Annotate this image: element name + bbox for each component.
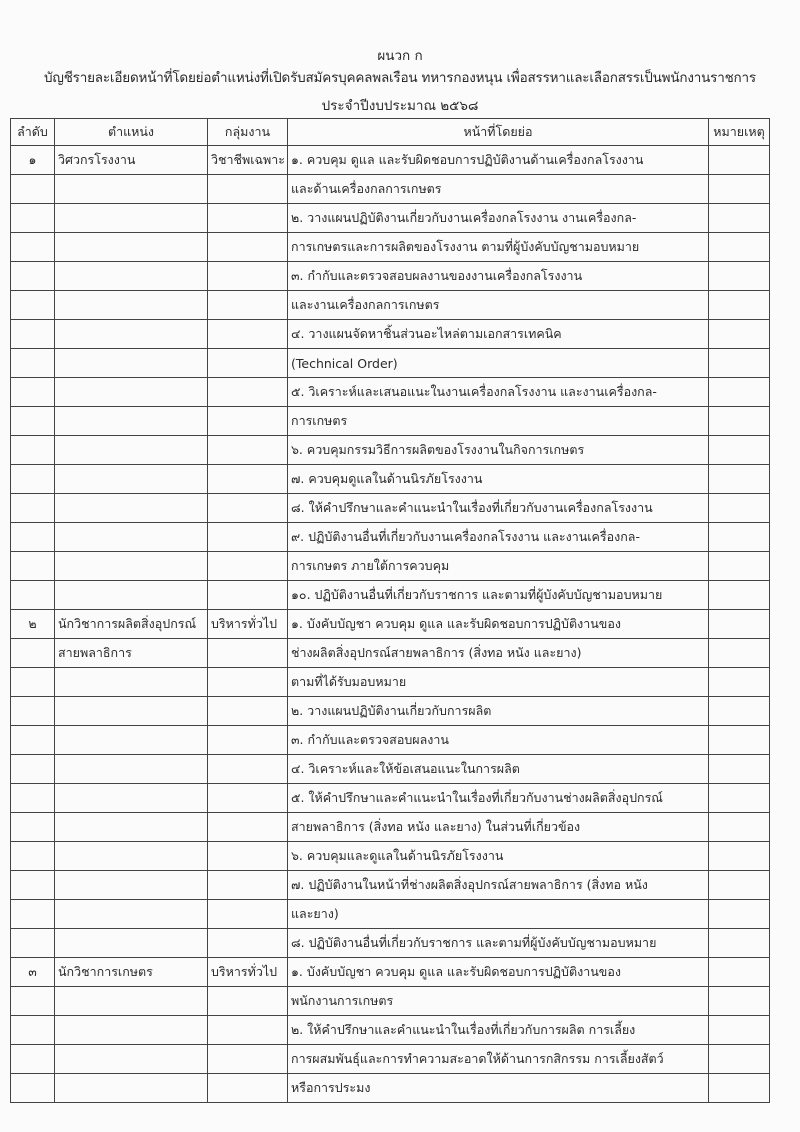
table-row bbox=[11, 900, 770, 929]
cell-position bbox=[55, 726, 208, 755]
cell-order bbox=[11, 523, 55, 552]
cell-position bbox=[55, 1074, 208, 1103]
cell-order bbox=[11, 465, 55, 494]
cell-remarks bbox=[709, 146, 770, 175]
cell-remarks bbox=[709, 581, 770, 610]
cell-duty: ๕. ให้คำปรึกษาและคำแนะนำในเรื่องที่เกี่ยวกับงานช่างผลิตสิ่งอุปกรณ์ bbox=[288, 784, 709, 813]
cell-remarks bbox=[709, 726, 770, 755]
table-row bbox=[11, 697, 770, 726]
cell-position bbox=[55, 407, 208, 436]
cell-work-group: บริหารทั่วไป bbox=[208, 610, 288, 639]
header-duties: หน้าที่โดยย่อ bbox=[288, 119, 709, 146]
table-row bbox=[11, 436, 770, 465]
cell-order bbox=[11, 581, 55, 610]
header-order: ลำดับ bbox=[11, 119, 55, 146]
cell-order bbox=[11, 929, 55, 958]
cell-position bbox=[55, 378, 208, 407]
cell-work-group bbox=[208, 204, 288, 233]
cell-order bbox=[11, 204, 55, 233]
cell-order bbox=[11, 552, 55, 581]
cell-position bbox=[55, 552, 208, 581]
table-row bbox=[11, 1074, 770, 1103]
cell-duty: ๑. บังคับบัญชา ควบคุม ดูแล และรับผิดชอบการปฏิบัติงานของ bbox=[288, 610, 709, 639]
cell-position bbox=[55, 1045, 208, 1074]
cell-work-group bbox=[208, 987, 288, 1016]
table-header-row bbox=[11, 119, 770, 146]
cell-work-group bbox=[208, 929, 288, 958]
cell-remarks bbox=[709, 291, 770, 320]
cell-remarks bbox=[709, 523, 770, 552]
table-row bbox=[11, 987, 770, 1016]
cell-position bbox=[55, 523, 208, 552]
cell-position bbox=[55, 987, 208, 1016]
cell-work-group bbox=[208, 784, 288, 813]
cell-remarks bbox=[709, 204, 770, 233]
cell-duty: และงานเครื่องกลการเกษตร bbox=[288, 291, 709, 320]
cell-duty: ๕. วิเคราะห์และเสนอแนะในงานเครื่องกลโรงงาน และงานเครื่องกล- bbox=[288, 378, 709, 407]
cell-remarks bbox=[709, 1016, 770, 1045]
header-work-group: กลุ่มงาน bbox=[208, 119, 288, 146]
cell-work-group bbox=[208, 291, 288, 320]
cell-work-group bbox=[208, 1074, 288, 1103]
table-row bbox=[11, 552, 770, 581]
cell-position bbox=[55, 349, 208, 378]
cell-remarks bbox=[709, 233, 770, 262]
table-row bbox=[11, 175, 770, 204]
header-remarks: หมายเหตุ bbox=[709, 119, 770, 146]
cell-work-group bbox=[208, 813, 288, 842]
cell-remarks bbox=[709, 320, 770, 349]
cell-position bbox=[55, 233, 208, 262]
cell-position: วิศวกรโรงงาน bbox=[55, 146, 208, 175]
cell-remarks bbox=[709, 842, 770, 871]
cell-position bbox=[55, 494, 208, 523]
cell-duty: การผสมพันธุ์และการทำความสะอาดให้ด้านการกสิกรรม การเลี้ยงสัตว์ bbox=[288, 1045, 709, 1074]
cell-position bbox=[55, 175, 208, 204]
cell-position bbox=[55, 291, 208, 320]
cell-duty: ตามที่ได้รับมอบหมาย bbox=[288, 668, 709, 697]
cell-order bbox=[11, 175, 55, 204]
cell-order bbox=[11, 407, 55, 436]
cell-work-group bbox=[208, 639, 288, 668]
cell-work-group bbox=[208, 1045, 288, 1074]
cell-position: นักวิชาการเกษตร bbox=[55, 958, 208, 987]
table-row bbox=[11, 378, 770, 407]
cell-duty: (Technical Order) bbox=[288, 349, 709, 378]
cell-position: สายพลาธิการ bbox=[55, 639, 208, 668]
cell-duty: ๓. กำกับและตรวจสอบผลงาน bbox=[288, 726, 709, 755]
cell-duty: ๗. ปฏิบัติงานในหน้าที่ช่างผลิตสิ่งอุปกรณ์สายพลาธิการ (สิ่งทอ หนัง bbox=[288, 871, 709, 900]
cell-remarks bbox=[709, 1074, 770, 1103]
cell-duty: ๖. ควบคุมและดูแลในด้านนิรภัยโรงงาน bbox=[288, 842, 709, 871]
cell-duty: ๒. ให้คำปรึกษาและคำแนะนำในเรื่องที่เกี่ยวกับการผลิต การเลี้ยง bbox=[288, 1016, 709, 1045]
cell-duty: ๗. ควบคุมดูแลในด้านนิรภัยโรงงาน bbox=[288, 465, 709, 494]
cell-order bbox=[11, 320, 55, 349]
cell-duty: และด้านเครื่องกลการเกษตร bbox=[288, 175, 709, 204]
cell-order bbox=[11, 1045, 55, 1074]
cell-work-group bbox=[208, 842, 288, 871]
cell-work-group bbox=[208, 552, 288, 581]
cell-work-group bbox=[208, 871, 288, 900]
positions-table bbox=[10, 118, 770, 1103]
cell-remarks bbox=[709, 900, 770, 929]
table-row bbox=[11, 784, 770, 813]
cell-duty: หรือการประมง bbox=[288, 1074, 709, 1103]
cell-order bbox=[11, 813, 55, 842]
cell-work-group bbox=[208, 349, 288, 378]
cell-position bbox=[55, 668, 208, 697]
table-row bbox=[11, 929, 770, 958]
cell-position bbox=[55, 842, 208, 871]
cell-order bbox=[11, 349, 55, 378]
cell-work-group bbox=[208, 668, 288, 697]
cell-order bbox=[11, 697, 55, 726]
cell-order bbox=[11, 494, 55, 523]
table-row bbox=[11, 871, 770, 900]
cell-position bbox=[55, 813, 208, 842]
table-row bbox=[11, 1045, 770, 1074]
cell-position bbox=[55, 436, 208, 465]
cell-work-group bbox=[208, 523, 288, 552]
cell-remarks bbox=[709, 552, 770, 581]
table-row bbox=[11, 262, 770, 291]
cell-order bbox=[11, 291, 55, 320]
cell-remarks bbox=[709, 494, 770, 523]
cell-position bbox=[55, 900, 208, 929]
cell-order bbox=[11, 378, 55, 407]
table-row bbox=[11, 639, 770, 668]
cell-order bbox=[11, 1016, 55, 1045]
cell-remarks bbox=[709, 958, 770, 987]
cell-position bbox=[55, 204, 208, 233]
table-row bbox=[11, 291, 770, 320]
cell-order: ๓ bbox=[11, 958, 55, 987]
cell-remarks bbox=[709, 610, 770, 639]
cell-duty: ช่างผลิตสิ่งอุปกรณ์สายพลาธิการ (สิ่งทอ หนัง และยาง) bbox=[288, 639, 709, 668]
cell-order bbox=[11, 262, 55, 291]
cell-work-group: บริหารทั่วไป bbox=[208, 958, 288, 987]
table-row bbox=[11, 465, 770, 494]
cell-duty: ๑๐. ปฏิบัติงานอื่นที่เกี่ยวกับราชการ และตามที่ผู้บังคับบัญชามอบหมาย bbox=[288, 581, 709, 610]
cell-work-group bbox=[208, 726, 288, 755]
table-row bbox=[11, 494, 770, 523]
cell-remarks bbox=[709, 1045, 770, 1074]
cell-remarks bbox=[709, 987, 770, 1016]
cell-order bbox=[11, 233, 55, 262]
table-row bbox=[11, 349, 770, 378]
table-row bbox=[11, 726, 770, 755]
cell-duty: พนักงานการเกษตร bbox=[288, 987, 709, 1016]
cell-duty: การเกษตร ภายใต้การควบคุม bbox=[288, 552, 709, 581]
cell-order: ๑ bbox=[11, 146, 55, 175]
cell-work-group bbox=[208, 378, 288, 407]
cell-work-group: วิชาชีพเฉพาะ bbox=[208, 146, 288, 175]
cell-order bbox=[11, 784, 55, 813]
table-row bbox=[11, 581, 770, 610]
cell-position bbox=[55, 465, 208, 494]
cell-duty: ๔. วิเคราะห์และให้ข้อเสนอแนะในการผลิต bbox=[288, 755, 709, 784]
cell-remarks bbox=[709, 407, 770, 436]
cell-remarks bbox=[709, 929, 770, 958]
cell-remarks bbox=[709, 784, 770, 813]
cell-order bbox=[11, 755, 55, 784]
cell-work-group bbox=[208, 755, 288, 784]
cell-order: ๒ bbox=[11, 610, 55, 639]
table-row bbox=[11, 668, 770, 697]
cell-remarks bbox=[709, 871, 770, 900]
cell-work-group bbox=[208, 465, 288, 494]
cell-work-group bbox=[208, 233, 288, 262]
cell-remarks bbox=[709, 175, 770, 204]
cell-duty: ๘. ให้คำปรึกษาและคำแนะนำในเรื่องที่เกี่ยวกับงานเครื่องกลโรงงาน bbox=[288, 494, 709, 523]
cell-duty: ๑. บังคับบัญชา ควบคุม ดูแล และรับผิดชอบการปฏิบัติงานของ bbox=[288, 958, 709, 987]
cell-work-group bbox=[208, 494, 288, 523]
cell-remarks bbox=[709, 813, 770, 842]
cell-remarks bbox=[709, 639, 770, 668]
cell-work-group bbox=[208, 436, 288, 465]
cell-position bbox=[55, 1016, 208, 1045]
cell-duty: ๓. กำกับและตรวจสอบผลงานของงานเครื่องกลโรงงาน bbox=[288, 262, 709, 291]
table-row bbox=[11, 813, 770, 842]
cell-duty: การเกษตรและการผลิตของโรงงาน ตามที่ผู้บังคับบัญชามอบหมาย bbox=[288, 233, 709, 262]
table-row bbox=[11, 523, 770, 552]
cell-position bbox=[55, 262, 208, 291]
cell-work-group bbox=[208, 320, 288, 349]
cell-duty: ๒. วางแผนปฏิบัติงานเกี่ยวกับงานเครื่องกลโรงงาน งานเครื่องกล- bbox=[288, 204, 709, 233]
header-position: ตำแหน่ง bbox=[55, 119, 208, 146]
table-row bbox=[11, 233, 770, 262]
cell-position bbox=[55, 320, 208, 349]
cell-work-group bbox=[208, 581, 288, 610]
cell-remarks bbox=[709, 349, 770, 378]
cell-order bbox=[11, 1074, 55, 1103]
cell-duty: ๖. ควบคุมกรรมวิธีการผลิตของโรงงานในกิจการเกษตร bbox=[288, 436, 709, 465]
cell-order bbox=[11, 987, 55, 1016]
cell-remarks bbox=[709, 755, 770, 784]
cell-position bbox=[55, 871, 208, 900]
cell-remarks bbox=[709, 436, 770, 465]
table-row bbox=[11, 1016, 770, 1045]
cell-duty: ๔. วางแผนจัดหาชิ้นส่วนอะไหล่ตามเอกสารเทคนิค bbox=[288, 320, 709, 349]
cell-order bbox=[11, 871, 55, 900]
cell-position bbox=[55, 784, 208, 813]
cell-remarks bbox=[709, 262, 770, 291]
cell-duty: สายพลาธิการ (สิ่งทอ หนัง และยาง) ในส่วนที่เกี่ยวข้อง bbox=[288, 813, 709, 842]
cell-work-group bbox=[208, 262, 288, 291]
cell-order bbox=[11, 900, 55, 929]
cell-remarks bbox=[709, 378, 770, 407]
cell-work-group bbox=[208, 697, 288, 726]
table-row bbox=[11, 146, 770, 175]
table-row bbox=[11, 204, 770, 233]
cell-position bbox=[55, 581, 208, 610]
cell-work-group bbox=[208, 175, 288, 204]
table-row bbox=[11, 407, 770, 436]
table-row bbox=[11, 320, 770, 349]
cell-duty: ๒. วางแผนปฏิบัติงานเกี่ยวกับการผลิต bbox=[288, 697, 709, 726]
cell-work-group bbox=[208, 1016, 288, 1045]
document-title: บัญชีรายละเอียดหน้าที่โดยย่อตำแหน่งที่เปิดรับสมัครบุคคลพลเรือน ทหารกองหนุน เพื่อสรรหาและเลือกสรรเป็นพนักงานราชการ bbox=[44, 70, 756, 86]
cell-work-group bbox=[208, 407, 288, 436]
cell-duty: การเกษตร bbox=[288, 407, 709, 436]
table-row bbox=[11, 610, 770, 639]
cell-order bbox=[11, 639, 55, 668]
cell-duty: ๙. ปฏิบัติงานอื่นที่เกี่ยวกับงานเครื่องกลโรงงาน และงานเครื่องกล- bbox=[288, 523, 709, 552]
cell-duty: และยาง) bbox=[288, 900, 709, 929]
cell-order bbox=[11, 668, 55, 697]
cell-duty: ๘. ปฏิบัติงานอื่นที่เกี่ยวกับราชการ และตามที่ผู้บังคับบัญชามอบหมาย bbox=[288, 929, 709, 958]
table-row bbox=[11, 755, 770, 784]
cell-order bbox=[11, 436, 55, 465]
cell-remarks bbox=[709, 668, 770, 697]
document-subtitle: ประจำปีงบประมาณ ๒๕๖๘ bbox=[321, 98, 479, 114]
cell-order bbox=[11, 726, 55, 755]
cell-position bbox=[55, 697, 208, 726]
cell-position bbox=[55, 755, 208, 784]
cell-work-group bbox=[208, 900, 288, 929]
cell-position: นักวิชาการผลิตสิ่งอุปกรณ์ bbox=[55, 610, 208, 639]
cell-duty: ๑. ควบคุม ดูแล และรับผิดชอบการปฏิบัติงานด้านเครื่องกลโรงงาน bbox=[288, 146, 709, 175]
cell-remarks bbox=[709, 697, 770, 726]
cell-position bbox=[55, 929, 208, 958]
cell-order bbox=[11, 842, 55, 871]
table-row bbox=[11, 958, 770, 987]
appendix-heading: ผนวก ก bbox=[377, 48, 423, 64]
table-row bbox=[11, 842, 770, 871]
cell-remarks bbox=[709, 465, 770, 494]
